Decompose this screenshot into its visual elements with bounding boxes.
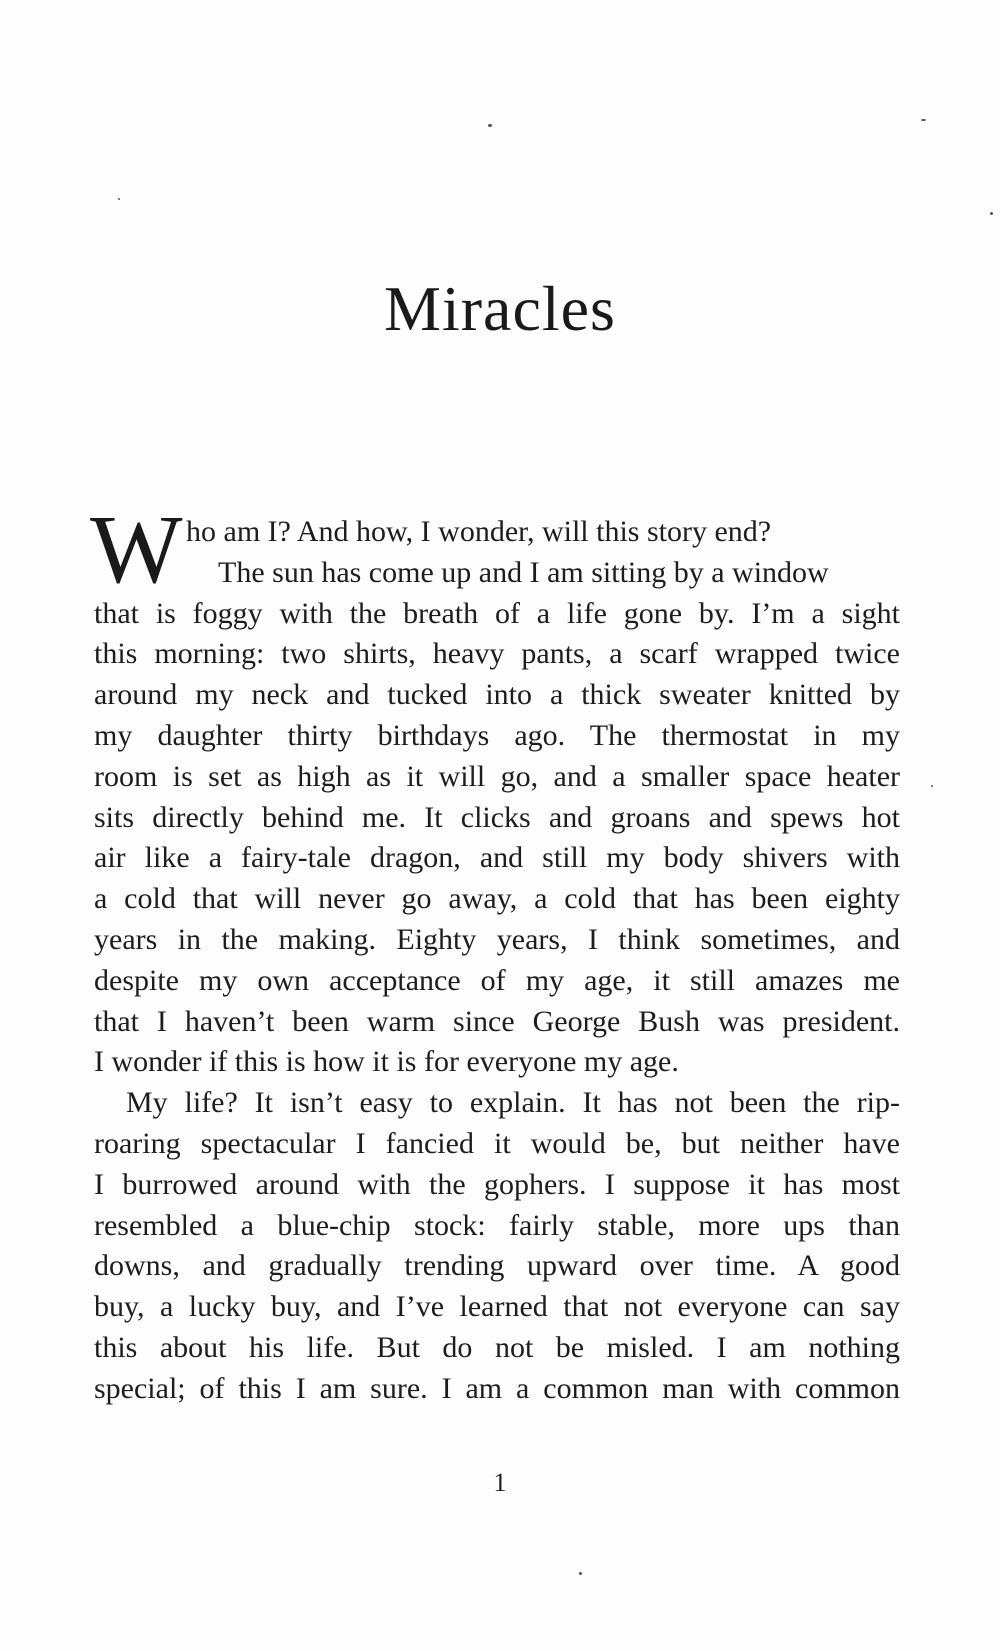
text-line: roaring spectacular I fancied it would be, but neither have <box>94 1126 900 1160</box>
text-line: that is foggy with the breath of a life gone by. I’m a sight <box>94 596 900 630</box>
text-line: sits directly behind me. It clicks and groans and spews hot <box>94 800 900 834</box>
scan-speck <box>990 212 993 215</box>
text-line: this about his life. But do not be misled. I am nothing <box>94 1330 900 1364</box>
text-line: I burrowed around with the gophers. I suppose it has most <box>94 1167 900 1201</box>
text-line: downs, and gradually trending upward over time. A good <box>94 1249 900 1283</box>
text-line: air like a fairy-tale dragon, and still my body shivers with <box>94 841 900 875</box>
text-line: My life? It isn’t easy to explain. It has not been the rip- <box>126 1086 900 1120</box>
scan-speck <box>579 1572 582 1575</box>
text-line: special; of this I am sure. I am a common man with common <box>94 1371 900 1405</box>
scan-speck <box>488 124 492 127</box>
text-line: a cold that will never go away, a cold that has been eighty <box>94 882 900 916</box>
opening-paragraph <box>90 496 900 604</box>
text-line: ho am I? And how, I wonder, will this story end? <box>186 515 772 548</box>
text-line: around my neck and tucked into a thick sweater knitted by <box>94 678 900 712</box>
text-line: years in the making. Eighty years, I think sometimes, and <box>94 922 900 956</box>
scan-speck <box>931 785 933 787</box>
text-line: that I haven’t been warm since George Bush was president. <box>94 1004 900 1038</box>
text-line: I wonder if this is how it is for everyone my age. <box>94 1045 679 1079</box>
text-line: buy, a lucky buy, and I’ve learned that not everyone can say <box>94 1290 900 1324</box>
text-line: my daughter thirty birthdays ago. The thermostat in my <box>94 718 900 752</box>
text-line: despite my own acceptance of my age, it still amazes me <box>94 963 900 997</box>
drop-cap: W <box>90 496 183 604</box>
scan-speck <box>118 198 120 200</box>
text-line: resembled a blue-chip stock: fairly stable, more ups than <box>94 1208 900 1242</box>
chapter-body <box>90 496 900 1410</box>
chapter-title: Miracles <box>384 273 616 344</box>
scan-speck <box>921 119 926 121</box>
text-line: The sun has come up and I am sitting by a window <box>218 555 829 589</box>
text-line: this morning: two shirts, heavy pants, a scarf wrapped twice <box>94 637 900 671</box>
text-line: room is set as high as it will go, and a smaller space heater <box>94 759 900 793</box>
page-number: 1 <box>493 1468 507 1497</box>
